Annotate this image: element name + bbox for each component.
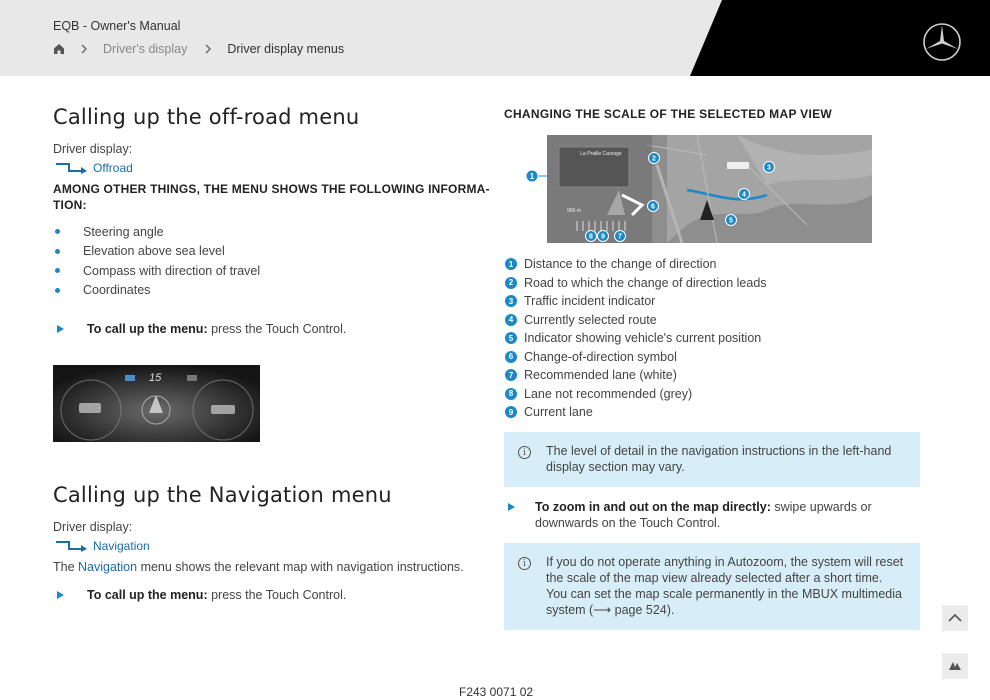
list-item — [55, 281, 260, 301]
menu-arrow-icon — [55, 162, 89, 174]
map-legend-list — [505, 255, 767, 422]
step-bold: To zoom in and out on the map directly: — [535, 500, 771, 514]
driver-display-label: Driver display: — [53, 520, 133, 534]
menu-path-offroad — [55, 161, 133, 175]
map-scale-title: CHANGING THE SCALE OF THE SELECTED MAP VIEW — [504, 107, 833, 121]
step-bold: To call up the menu: — [87, 322, 208, 336]
chevron-right-icon — [203, 43, 213, 55]
cluster-speed: 15 — [149, 372, 162, 384]
mercedes-star-logo — [922, 22, 962, 62]
list-item — [505, 311, 767, 330]
tools-icon — [947, 660, 963, 672]
svg-text:1: 1 — [529, 172, 535, 181]
svg-text:2: 2 — [652, 155, 656, 163]
bullet-icon — [55, 249, 60, 254]
step-text: press the Touch Control. — [207, 588, 347, 602]
navigation-heading: Calling up the Navigation menu — [53, 483, 392, 507]
info-icon: i — [518, 446, 531, 459]
list-item — [505, 274, 767, 293]
list-item — [505, 385, 767, 404]
list-item-text: Lane not recommended (grey) — [524, 386, 693, 401]
list-item-text: Indicator showing vehicle's current position — [524, 331, 762, 346]
svg-text:3: 3 — [767, 164, 771, 172]
breadcrumb-current: Driver display menus — [227, 42, 345, 56]
number-badge: 2 — [505, 277, 517, 289]
number-badge: 6 — [505, 351, 517, 363]
bullet-icon — [55, 268, 60, 273]
menu-arrow-icon — [55, 540, 89, 552]
number-badge: 8 — [505, 388, 517, 400]
manual-title: EQB - Owner's Manual — [53, 19, 181, 33]
info-text — [546, 554, 906, 618]
number-badge: 7 — [505, 369, 517, 381]
zoom-step — [508, 499, 920, 531]
accessibility-button[interactable] — [942, 653, 968, 679]
list-item-text: Elevation above sea level — [83, 244, 225, 259]
list-item — [505, 255, 767, 274]
home-icon[interactable] — [53, 43, 65, 55]
svg-text:5: 5 — [729, 217, 733, 225]
list-item — [505, 366, 767, 385]
list-item — [505, 348, 767, 367]
list-item-text: Compass with direction of travel — [83, 263, 261, 278]
menu-path-navigation — [55, 539, 150, 553]
info-box-autozoom — [504, 543, 920, 630]
list-item — [505, 292, 767, 311]
number-badge: 5 — [505, 332, 517, 344]
step-arrow-icon — [57, 325, 64, 333]
svg-text:8: 8 — [589, 233, 593, 241]
offroad-intro-line2: TION: — [53, 198, 87, 212]
number-badge: 9 — [505, 406, 517, 418]
menu-name-navigation[interactable]: Navigation — [93, 539, 150, 553]
scroll-to-top-button[interactable] — [942, 605, 968, 631]
map-place-label: La Praille Carouge — [580, 151, 622, 157]
offroad-heading: Calling up the off-road menu — [53, 105, 360, 129]
list-item-text: Coordinates — [83, 283, 151, 298]
image-reference-code: F243 0071 02 — [459, 685, 534, 699]
list-item — [55, 261, 260, 281]
navigation-link[interactable]: Navigation — [78, 560, 138, 574]
info-box-detail — [504, 432, 920, 487]
list-item-text: Currently selected route — [524, 312, 657, 327]
list-item — [55, 242, 260, 262]
desc-post: menu shows the relevant map with navigation instructions. — [137, 560, 464, 574]
step-text: press the Touch Control. — [207, 322, 347, 336]
step-bold: To call up the menu: — [87, 588, 208, 602]
info-icon: i — [518, 557, 531, 570]
list-item-text: Road to which the change of direction leads — [524, 275, 767, 290]
info-text: The level of detail in the navigation instructions in the left-hand display section may vary. — [546, 444, 892, 474]
navigation-step — [57, 588, 346, 602]
list-item — [505, 329, 767, 348]
navigation-map-image — [547, 135, 872, 243]
offroad-intro-line1: AMONG OTHER THINGS, THE MENU SHOWS THE FOLLOWING INFORMA- — [53, 182, 490, 196]
breadcrumb-drivers-display[interactable]: Driver's display — [103, 42, 188, 56]
list-item — [505, 403, 767, 422]
number-badge: 1 — [505, 258, 517, 270]
bullet-icon — [55, 229, 60, 234]
info-text-line: You can set the map scale permanently in the MBUX multimedia system (⟶ page 524). — [546, 587, 902, 617]
offroad-intro — [53, 181, 490, 213]
svg-text:6: 6 — [651, 203, 655, 211]
step-arrow-icon — [508, 503, 515, 511]
svg-text:7: 7 — [618, 233, 622, 241]
navigation-description — [53, 560, 464, 574]
number-badge: 4 — [505, 314, 517, 326]
info-text-line: If you do not operate anything in Autozoom, the system will reset the scale of the map view already selected after a short time. — [546, 555, 904, 585]
svg-text:9: 9 — [601, 233, 605, 241]
list-item — [55, 222, 260, 242]
bullet-icon — [55, 288, 60, 293]
driver-display-label: Driver display: — [53, 142, 133, 156]
chevron-up-icon — [948, 613, 962, 623]
step-arrow-icon — [57, 591, 64, 599]
number-badge: 3 — [505, 295, 517, 307]
list-item-text: Current lane — [524, 405, 593, 420]
list-item-text: Steering angle — [83, 224, 164, 239]
offroad-cluster-image — [53, 365, 260, 442]
menu-name-offroad[interactable]: Offroad — [93, 161, 133, 175]
chevron-right-icon — [79, 43, 89, 55]
list-item-text: Distance to the change of direction — [524, 257, 717, 272]
offroad-info-list — [55, 222, 260, 300]
list-item-text: Traffic incident indicator — [524, 294, 656, 309]
svg-text:4: 4 — [742, 191, 746, 199]
breadcrumb — [53, 42, 360, 56]
list-item-text: Change-of-direction symbol — [524, 349, 677, 364]
desc-pre: The — [53, 560, 79, 574]
map-distance: 900 m — [567, 208, 581, 214]
list-item-text: Recommended lane (white) — [524, 368, 677, 383]
step-text: swipe upwards or downwards on the Touch Control. — [535, 500, 872, 530]
offroad-step — [57, 322, 346, 336]
